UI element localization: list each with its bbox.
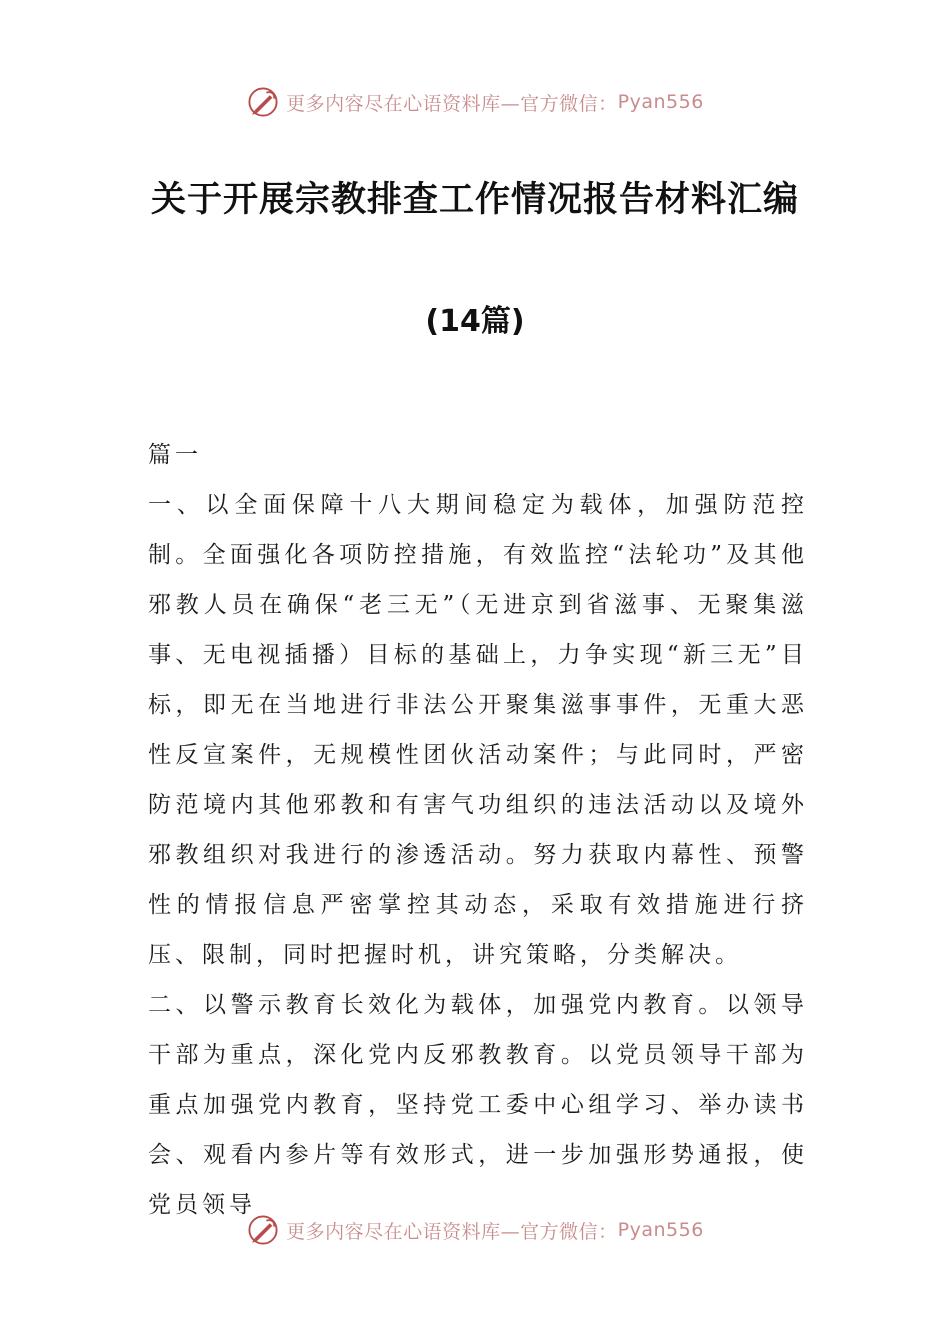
document-title: 关于开展宗教排查工作情况报告材料汇编 [150, 179, 799, 220]
section-label: 篇一 [148, 442, 202, 468]
pen-logo-icon [246, 1213, 280, 1247]
document-subtitle: (14篇) [425, 304, 525, 339]
wechat-id: Pyan556 [617, 1219, 704, 1241]
watermark-text: 更多内容尽在心语资料库—官方微信： [286, 1220, 618, 1243]
watermark-text: 更多内容尽在心语资料库—官方微信： [286, 92, 618, 115]
paragraph-2: 二、以警示教育长效化为载体，加强党内教育。以领导干部为重点，深化党内反邪教教育。以党员领导干部为重点加强党内教育，坚持党工委中心组学习、举办读书会、观看内参片等有效形式，进一步加强形势通报，使党员领导 [148, 992, 808, 1218]
document-body [148, 430, 808, 1230]
pen-logo-icon [246, 85, 280, 119]
watermark-banner-bottom [0, 1210, 950, 1250]
watermark-banner-top [0, 82, 950, 122]
paragraph-1: 一、以全面保障十八大期间稳定为载体，加强防范控制。全面强化各项防控措施，有效监控“法轮功”及其他邪教人员在确保“老三无”（无进京到省滋事、无聚集滋事、无电视插播）目标的基础上，力争实现“新三无”目标，即无在当地进行非法公开聚集滋事事件，无重大恶性反宣案件，无规模性团伙活动案件；与此同时，严密防范境内其他邪教和有害气功组织的违法活动以及境外邪教组织对我进行的渗透活动。努力获取内幕性、预警性的情报信息严密掌控其动态，采取有效措施进行挤压、限制，同时把握时机，讲究策略，分类解决。 [148, 492, 808, 968]
wechat-id: Pyan556 [617, 91, 704, 113]
